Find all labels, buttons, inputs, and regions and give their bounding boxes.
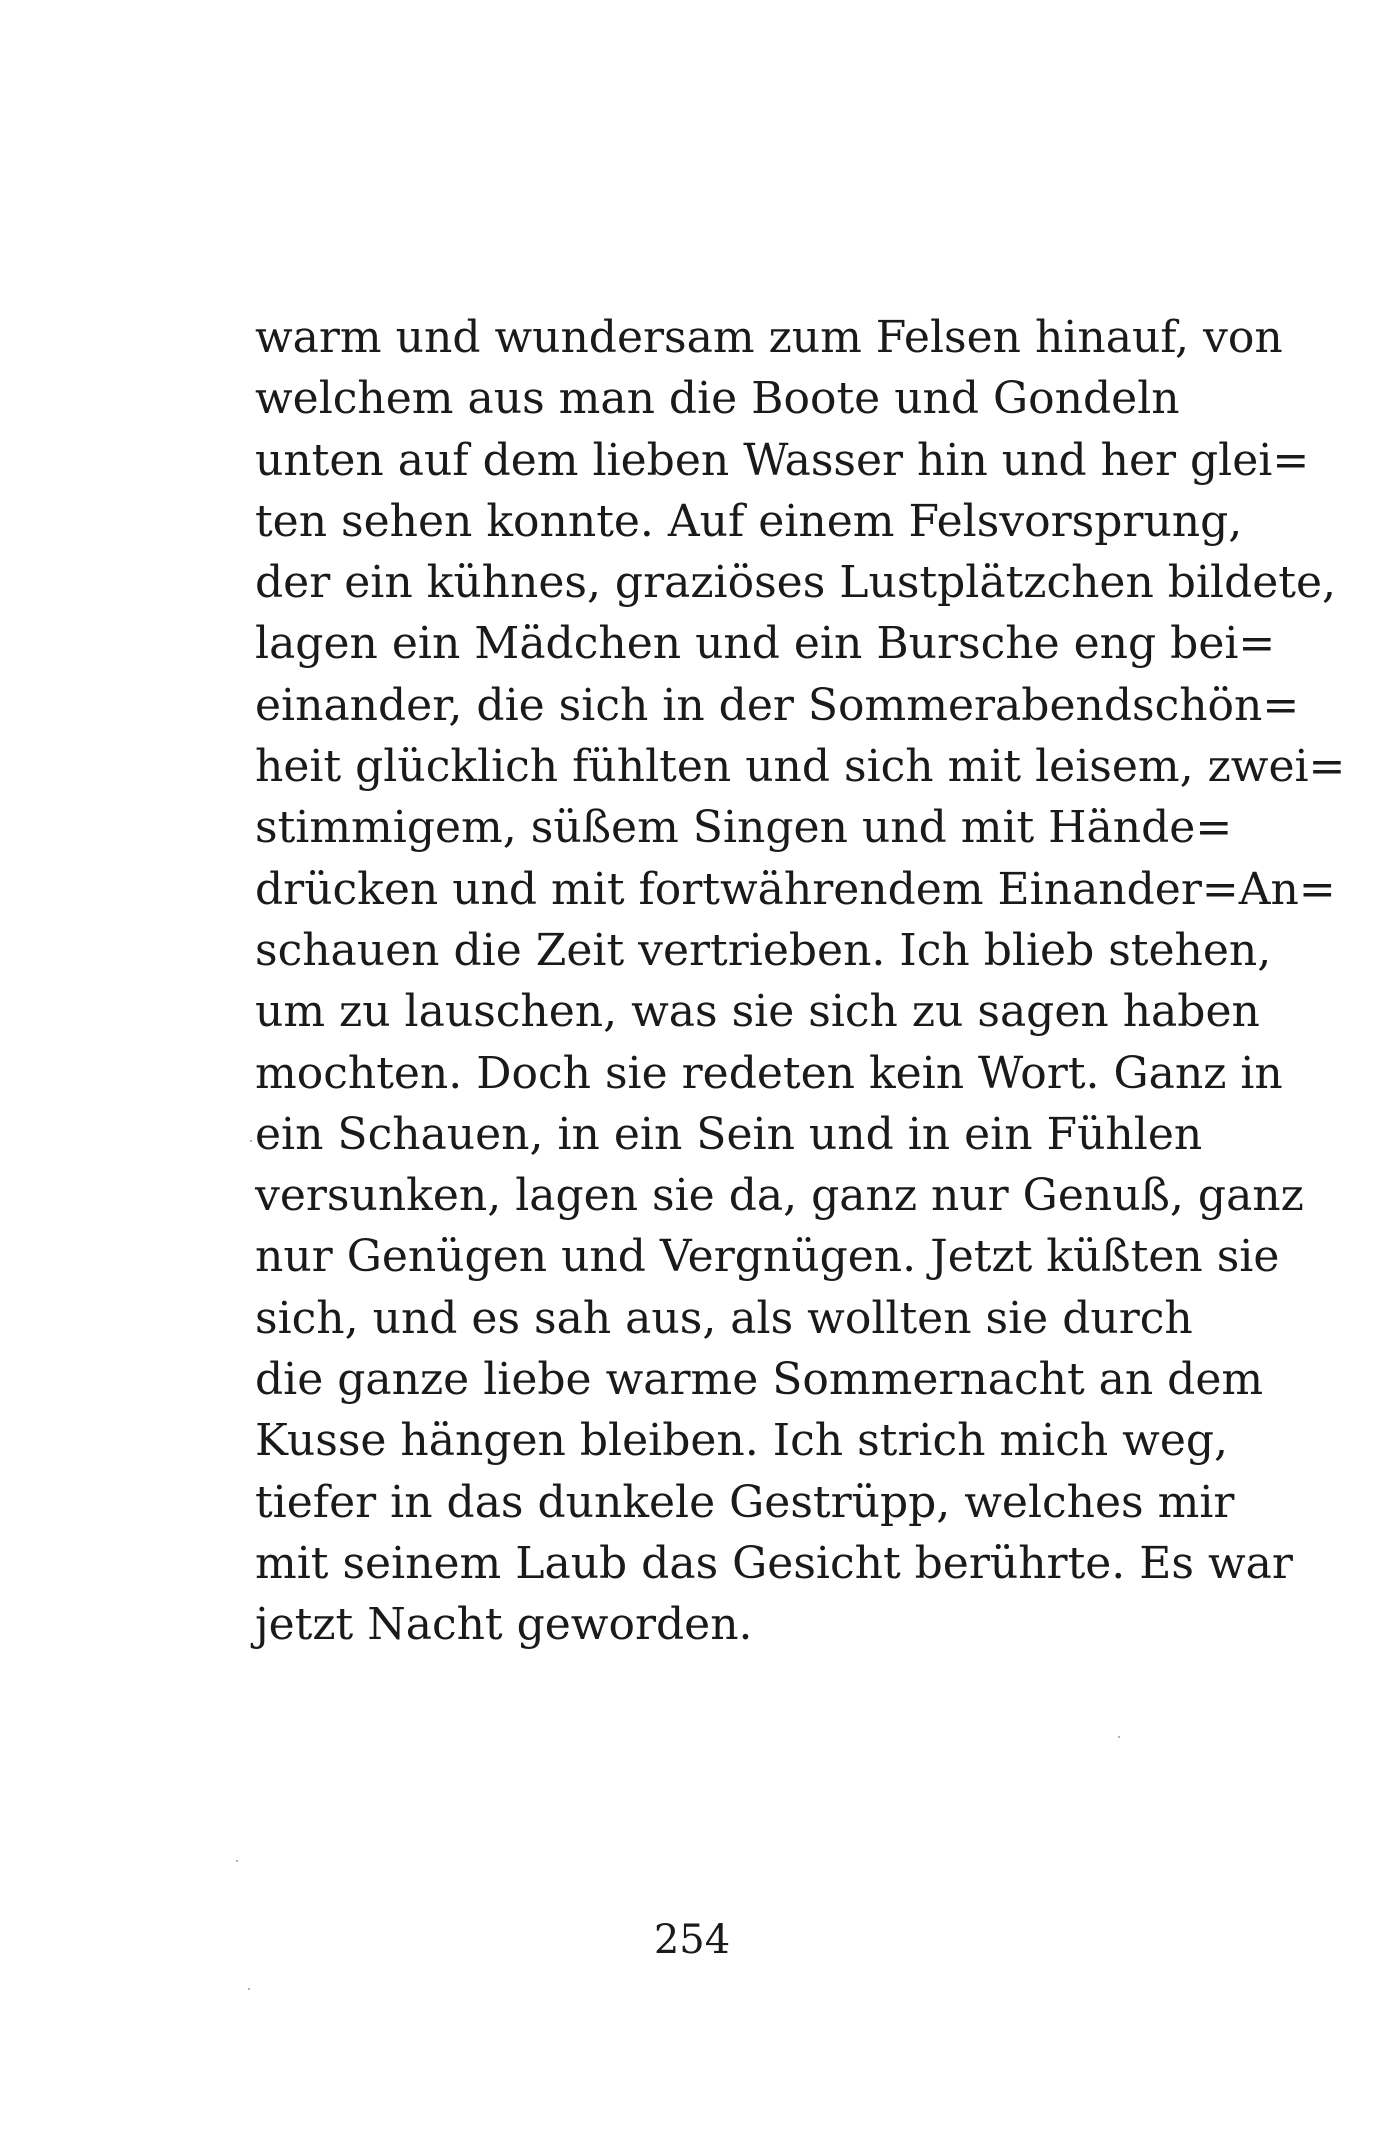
text-line-20: tiefer in das dunkele Gestrüpp, welches mir — [255, 1476, 1235, 1528]
paper-speck — [1118, 1736, 1120, 1738]
page-number: 254 — [653, 1917, 731, 1963]
text-line-13: mochten. Doch sie redeten kein Wort. Ganz in — [255, 1047, 1283, 1099]
text-line-15: versunken, lagen sie da, ganz nur Genuß, ganz — [255, 1170, 1304, 1222]
text-line-3: unten auf dem lieben Wasser hin und her glei= — [255, 434, 1310, 486]
text-line-22: jetzt Nacht geworden. — [255, 1599, 753, 1651]
text-line-9: stimmigem, süßem Singen und mit Hände= — [255, 802, 1233, 854]
text-line-17: sich, und es sah aus, als wollten sie durch — [255, 1292, 1193, 1344]
text-line-14: ein Schauen, in ein Sein und in ein Fühlen — [255, 1108, 1203, 1160]
text-line-4: ten sehen konnte. Auf einem Felsvorsprung, — [255, 495, 1243, 547]
text-line-1: warm und wundersam zum Felsen hinauf, von — [255, 312, 1283, 363]
text-line-5: der ein kühnes, graziöses Lustplätzchen bildete, — [255, 557, 1337, 609]
text-line-10: drücken und mit fortwährendem Einander=An= — [255, 863, 1336, 915]
text-line-8: heit glücklich fühlten und sich mit leisem, zwei= — [255, 741, 1346, 793]
body-text — [255, 307, 1346, 1656]
text-line-16: nur Genügen und Vergnügen. Jetzt küßten sie — [255, 1231, 1280, 1283]
text-line-12: um zu lauschen, was sie sich zu sagen haben — [255, 986, 1260, 1038]
text-line-7: einander, die sich in der Sommerabendschön= — [255, 679, 1300, 731]
text-line-6: lagen ein Mädchen und ein Bursche eng bei= — [255, 618, 1276, 670]
text-line-19: Kusse hängen bleiben. Ich strich mich weg, — [255, 1415, 1229, 1467]
paper-speck — [236, 1860, 238, 1862]
paper-speck — [250, 1140, 252, 1142]
text-line-18: die ganze liebe warme Sommernacht an dem — [255, 1354, 1264, 1406]
text-line-11: schauen die Zeit vertrieben. Ich blieb stehen, — [255, 924, 1272, 976]
paper-speck — [248, 1988, 250, 1990]
text-line-21: mit seinem Laub das Gesicht berührte. Es war — [255, 1537, 1293, 1589]
text-line-2: welchem aus man die Boote und Gondeln — [255, 373, 1180, 425]
